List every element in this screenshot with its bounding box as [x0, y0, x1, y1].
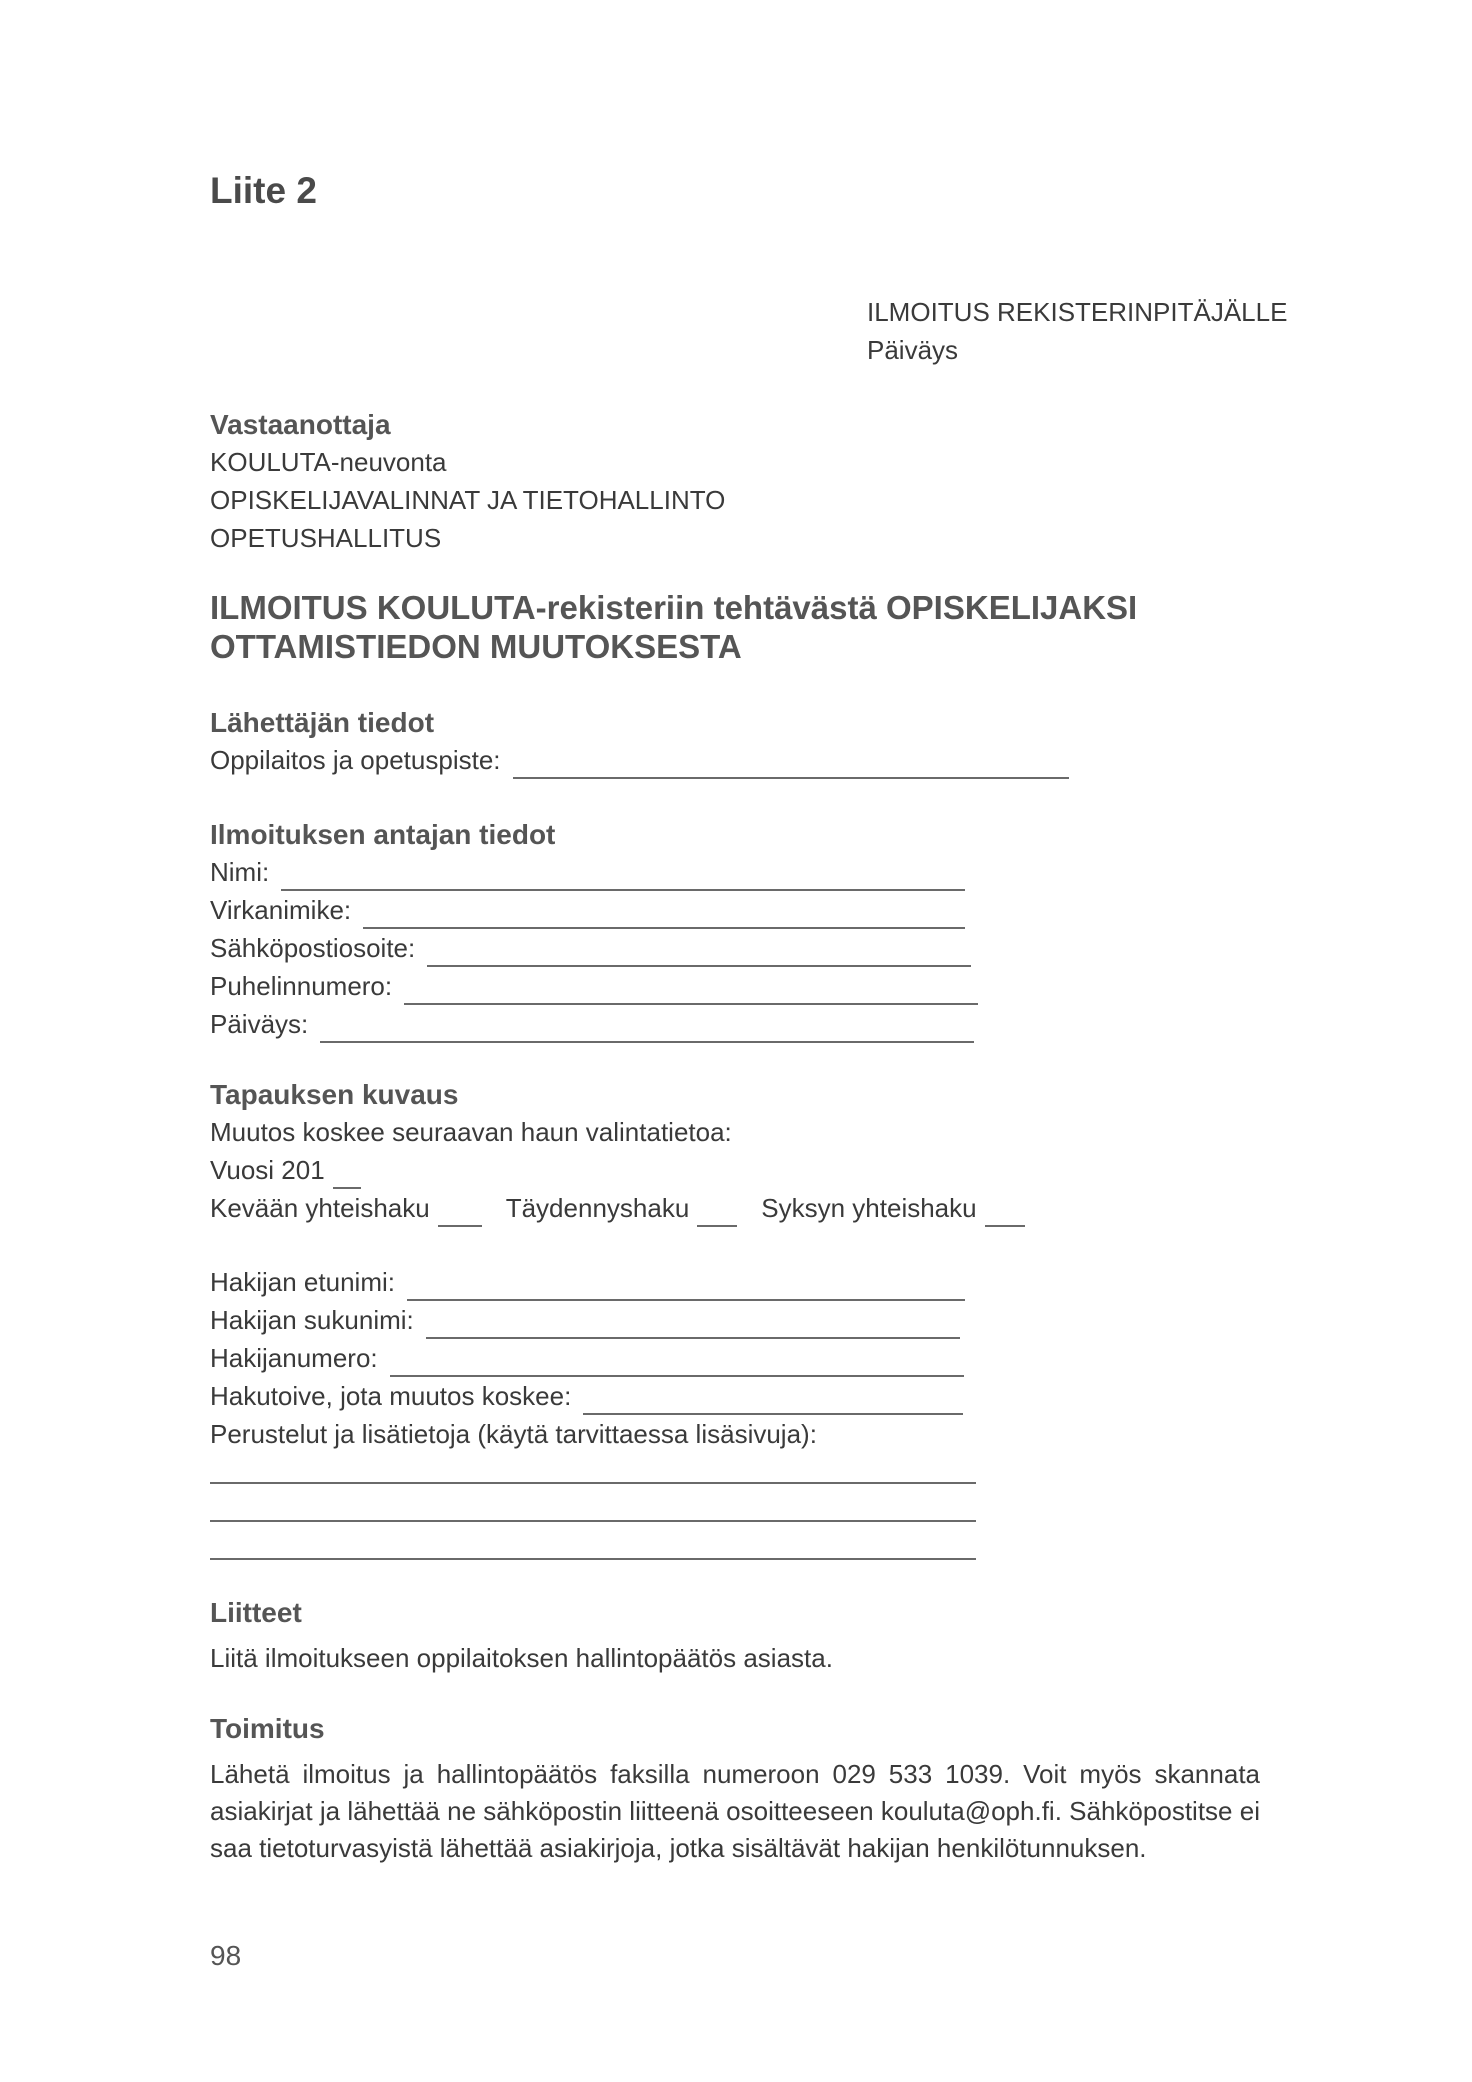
year-row [210, 1152, 361, 1189]
case-intro: Muutos koskee seuraavan haun valintatietoa: [210, 1117, 732, 1147]
option-label: Syksyn yhteishaku [761, 1193, 977, 1223]
notifier-field-row [210, 930, 971, 967]
applicant-field-row [210, 1302, 960, 1339]
fill-in-line[interactable] [513, 749, 1069, 779]
notes-fill-line[interactable] [210, 1482, 976, 1484]
fill-in-line[interactable] [363, 899, 965, 929]
field-label: Hakijan sukunimi: [210, 1305, 414, 1335]
field-label: Hakijan etunimi: [210, 1267, 395, 1297]
field-label: Hakijanumero: [210, 1343, 378, 1373]
field-label: Nimi: [210, 857, 270, 887]
attachments-text: Liitä ilmoitukseen oppilaitoksen hallintopäätös asiasta. [210, 1643, 833, 1673]
delivery-text: Lähetä ilmoitus ja hallintopäätös faksilla numeroon 029 533 1039. Voit myös skannata asiakirjat ja lähettää ne sähköpostin liitteenä osoitteeseen kouluta@oph.fi. Sähköpostitse ei saa tietoturvasyistä lähettää asiakirjoja, jotka sisältävät hakijan henkilötunnuksen. [210, 1759, 1260, 1863]
fill-in-line[interactable] [390, 1347, 964, 1377]
notifier-heading: Ilmoituksen antajan tiedot [210, 819, 556, 850]
fill-in-line[interactable] [404, 975, 978, 1005]
applicant-field-row [210, 1340, 964, 1377]
field-label: Virkanimike: [210, 895, 352, 925]
fill-in-line[interactable] [426, 1309, 960, 1339]
fill-in-line[interactable] [583, 1385, 963, 1415]
notifier-field-row [210, 854, 965, 891]
header-date-label: Päiväys [867, 335, 959, 365]
option-fill-line[interactable] [985, 1197, 1025, 1227]
search-options-row [210, 1190, 1025, 1227]
option-fill-line[interactable] [438, 1197, 482, 1227]
year-fill-line[interactable] [333, 1159, 361, 1189]
attachments-heading: Liitteet [210, 1597, 302, 1628]
fill-in-line[interactable] [281, 861, 965, 891]
case-heading: Tapauksen kuvaus [210, 1079, 459, 1110]
notes-fill-line[interactable] [210, 1558, 976, 1560]
sender-field-row [210, 742, 1069, 779]
page-number: 98 [210, 1940, 242, 1971]
notes-fill-line[interactable] [210, 1520, 976, 1522]
fill-in-line[interactable] [320, 1013, 974, 1043]
option-label: Täydennyshaku [505, 1193, 690, 1223]
notes-label: Perustelut ja lisätietoja (käytä tarvittaessa lisäsivuja): [210, 1419, 817, 1449]
option-fill-line[interactable] [697, 1197, 737, 1227]
applicant-field-row [210, 1264, 965, 1301]
recipient-line: OPETUSHALLITUS [210, 523, 442, 553]
form-title: ILMOITUS KOULUTA-rekisteriin tehtävästä OPISKELIJAKSI OTTAMISTIEDON MUUTOKSESTA [210, 589, 1138, 665]
notifier-field-row [210, 968, 978, 1005]
appendix-title: Liite 2 [210, 170, 317, 211]
year-label: Vuosi 201 [210, 1155, 325, 1185]
notifier-field-row [210, 1006, 974, 1043]
field-label: Päiväys: [210, 1009, 309, 1039]
field-label: Puhelinnumero: [210, 971, 393, 1001]
field-label: Hakutoive, jota muutos koskee: [210, 1381, 572, 1411]
applicant-field-row [210, 1378, 963, 1415]
option-label: Kevään yhteishaku [210, 1193, 430, 1223]
fill-in-line[interactable] [407, 1271, 965, 1301]
recipient-line: OPISKELIJAVALINNAT JA TIETOHALLINTO [210, 485, 726, 515]
sender-heading: Lähettäjän tiedot [210, 707, 435, 738]
header-notice-title: ILMOITUS REKISTERINPITÄJÄLLE [867, 297, 1288, 327]
delivery-heading: Toimitus [210, 1713, 325, 1744]
recipient-heading: Vastaanottaja [210, 409, 391, 440]
fill-in-line[interactable] [427, 937, 971, 967]
field-label: Sähköpostiosoite: [210, 933, 416, 963]
field-label: Oppilaitos ja opetuspiste: [210, 745, 501, 775]
notifier-field-row [210, 892, 965, 929]
recipient-line: KOULUTA-neuvonta [210, 447, 447, 477]
